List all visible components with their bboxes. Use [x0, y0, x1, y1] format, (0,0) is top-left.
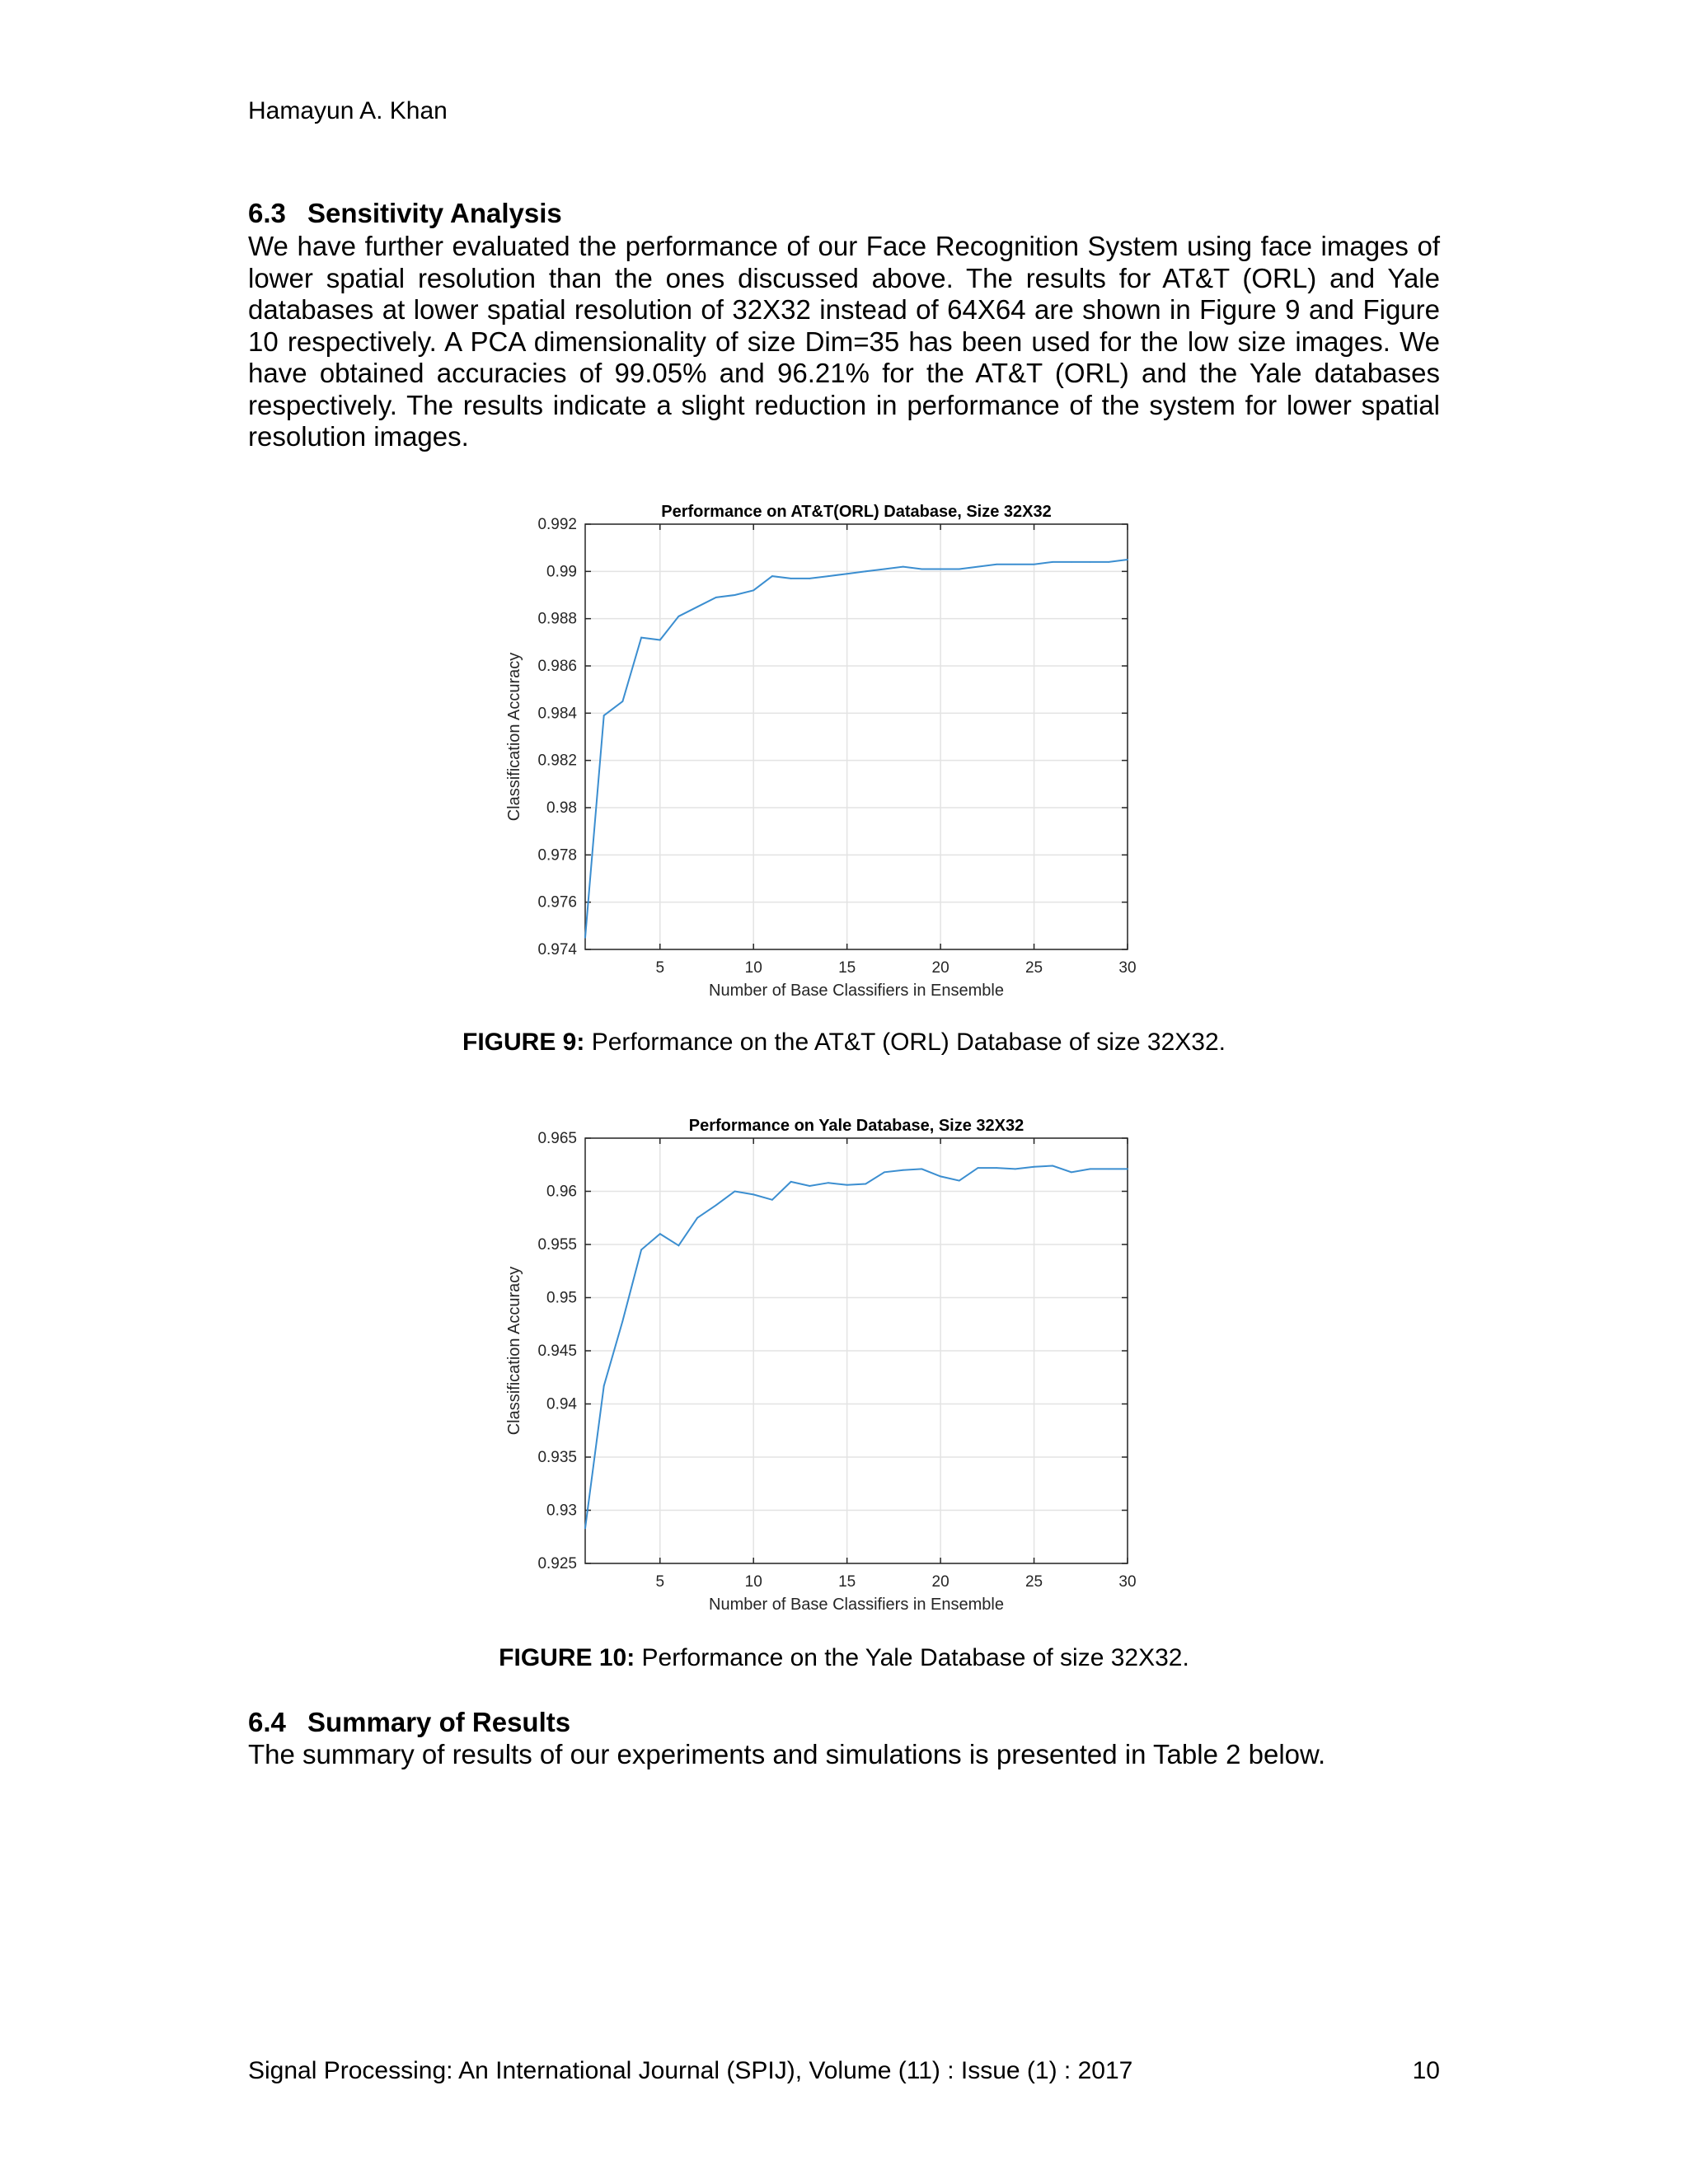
data-point — [1015, 1169, 1016, 1170]
figure-9-caption — [0, 1029, 1688, 1057]
y-tick-label: 0.976 — [537, 893, 577, 912]
y-axis-label: Classification Accuracy — [505, 652, 523, 822]
data-point — [809, 1185, 810, 1187]
section-number: 6.4 — [248, 1707, 286, 1737]
data-point — [584, 1528, 586, 1530]
data-point — [621, 1320, 623, 1322]
x-axis-label: Number of Base Classifiers in Ensemble — [709, 982, 1004, 1000]
data-point — [1108, 1169, 1109, 1170]
x-tick-label: 25 — [1025, 1573, 1043, 1591]
y-tick-label: 0.986 — [537, 658, 577, 675]
figure-10-chart — [495, 1108, 1154, 1636]
data-point — [996, 1167, 997, 1169]
data-point — [659, 1233, 661, 1235]
y-tick-label: 0.988 — [537, 610, 577, 628]
data-point — [1090, 561, 1091, 563]
figure-10-caption — [0, 1644, 1688, 1672]
x-tick-label: 5 — [655, 1573, 665, 1591]
y-tick-label: 0.984 — [537, 705, 577, 723]
section-heading-6-4 — [248, 1707, 570, 1738]
page-footer — [248, 2057, 1440, 2085]
section-number: 6.3 — [248, 198, 286, 228]
data-point — [846, 573, 848, 574]
data-point — [1071, 561, 1072, 563]
data-point — [996, 564, 997, 565]
data-point — [884, 1171, 885, 1173]
figure-10-label: FIGURE 10: — [499, 1644, 635, 1671]
y-tick-label: 0.935 — [537, 1449, 577, 1466]
y-tick-label: 0.925 — [537, 1555, 577, 1572]
data-point — [678, 616, 680, 617]
data-point — [1108, 561, 1109, 563]
data-point — [1052, 561, 1053, 563]
y-tick-label: 0.992 — [537, 516, 577, 533]
data-point — [846, 1184, 848, 1186]
data-point — [1034, 1166, 1035, 1168]
data-point — [1034, 564, 1035, 565]
data-point — [903, 566, 904, 568]
data-point — [978, 566, 979, 568]
figure-10-caption-text: Performance on the Yale Database of size 32X32. — [635, 1644, 1189, 1671]
data-point — [659, 640, 661, 641]
section-title: Summary of Results — [307, 1707, 571, 1737]
data-point — [1071, 1171, 1072, 1173]
y-tick-label: 0.965 — [537, 1130, 577, 1147]
y-tick-label: 0.945 — [537, 1343, 577, 1360]
figure-9-caption-text: Performance on the AT&T (ORL) Database of size 32X32. — [584, 1029, 1226, 1056]
data-point — [1127, 559, 1128, 560]
data-point — [978, 1167, 979, 1169]
data-point — [884, 569, 885, 570]
data-point — [1090, 1169, 1091, 1170]
x-tick-label: 5 — [655, 959, 665, 977]
data-point — [790, 1181, 792, 1183]
data-point — [828, 1182, 829, 1183]
data-point — [715, 597, 717, 598]
data-point — [1015, 564, 1016, 565]
y-tick-label: 0.974 — [537, 941, 577, 958]
data-point — [584, 937, 586, 939]
data-point — [940, 569, 941, 570]
x-tick-label: 10 — [744, 959, 762, 977]
figure-10-plot — [495, 1108, 1154, 1636]
chart-title: Performance on AT&T(ORL) Database, Size 32X32 — [661, 503, 1052, 521]
data-point — [921, 1169, 923, 1170]
data-point — [696, 606, 698, 607]
data-point — [678, 1244, 680, 1246]
data-point — [828, 575, 829, 577]
x-tick-label: 25 — [1025, 959, 1043, 977]
y-tick-label: 0.93 — [546, 1502, 577, 1520]
y-tick-label: 0.98 — [546, 799, 577, 817]
data-point — [603, 715, 605, 716]
data-point — [940, 1176, 941, 1178]
y-tick-label: 0.955 — [537, 1236, 577, 1254]
data-point — [1127, 1169, 1128, 1170]
chart-title: Performance on Yale Database, Size 32X32 — [688, 1117, 1025, 1135]
data-point — [959, 1180, 960, 1182]
data-point — [640, 1249, 642, 1251]
y-tick-label: 0.96 — [546, 1183, 577, 1201]
data-point — [865, 570, 866, 572]
data-point — [1052, 1165, 1053, 1167]
y-tick-label: 0.94 — [546, 1395, 577, 1413]
y-tick-label: 0.982 — [537, 752, 577, 770]
y-tick-label: 0.99 — [546, 563, 577, 581]
data-point — [734, 594, 736, 596]
data-point — [959, 569, 960, 570]
data-point — [865, 1183, 866, 1185]
data-point — [603, 1385, 605, 1387]
data-point — [771, 575, 773, 577]
x-tick-label: 20 — [931, 959, 950, 977]
data-point — [621, 701, 623, 702]
figure-9-chart — [495, 494, 1154, 1022]
running-head: Hamayun A. Khan — [248, 97, 448, 124]
x-tick-label: 15 — [838, 959, 856, 977]
x-tick-label: 30 — [1118, 959, 1137, 977]
y-tick-label: 0.95 — [546, 1289, 577, 1307]
data-point — [790, 578, 792, 579]
data-point — [715, 1204, 717, 1206]
section-title: Sensitivity Analysis — [307, 198, 562, 228]
paragraph-sensitivity: We have further evaluated the performance of our Face Recognition System using face images of lower spatial resolution than the ones discussed above. The results for AT&T (ORL) and Yale databases at lower spatial resolution of 32X32 instead of 64X64 are shown in Figure 9 and Figure 10 respectively. A PCA dimensionality of size Dim=35 has been used for the low size images. We have obtained accuracies of 99.05% and 96.21% for the AT&T (ORL) and the Yale databases respectively. The results indicate a slight reduction in performance of the system for lower spatial resolution images. — [248, 231, 1440, 452]
footer-journal: Signal Processing: An International Journal (SPIJ), Volume (11) : Issue (1) : 2017 — [248, 2057, 1133, 2084]
data-point — [809, 578, 810, 579]
page-number: 10 — [1412, 2057, 1440, 2084]
data-point — [753, 589, 754, 591]
x-tick-label: 30 — [1118, 1573, 1137, 1591]
paragraph-summary: The summary of results of our experiments and simulations is presented in Table 2 below. — [248, 1739, 1326, 1769]
data-point — [903, 1169, 904, 1171]
x-axis-label: Number of Base Classifiers in Ensemble — [709, 1596, 1004, 1614]
figure-9-plot — [495, 494, 1154, 1022]
data-point — [640, 637, 642, 639]
y-tick-label: 0.978 — [537, 846, 577, 865]
x-tick-label: 15 — [838, 1573, 856, 1591]
data-point — [696, 1217, 698, 1219]
figure-9-label: FIGURE 9: — [462, 1029, 585, 1056]
data-point — [921, 569, 923, 570]
y-axis-label: Classification Accuracy — [505, 1266, 523, 1436]
section-heading-6-3 — [248, 198, 562, 229]
plot-area — [585, 524, 1128, 949]
x-tick-label: 20 — [931, 1573, 950, 1591]
data-point — [753, 1193, 754, 1195]
x-tick-label: 10 — [744, 1573, 762, 1591]
data-point — [771, 1199, 773, 1201]
data-point — [734, 1191, 736, 1193]
